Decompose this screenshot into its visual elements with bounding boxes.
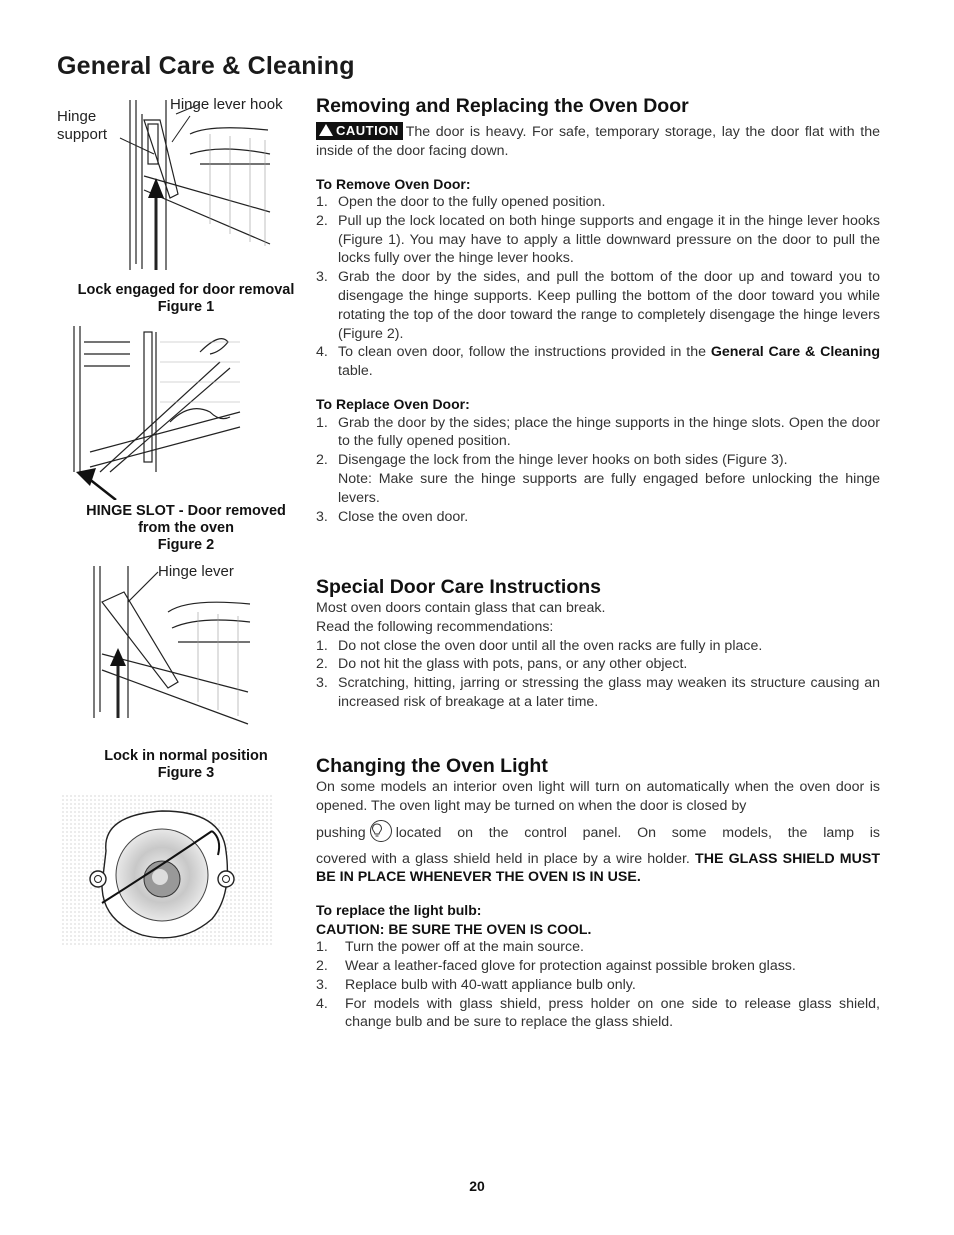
bulb-steps-list: [316, 938, 880, 1032]
caution-badge: CAUTION: [316, 122, 403, 140]
heading-special-door-care: Special Door Care Instructions: [316, 576, 601, 598]
list-item: 3. Close the oven door.: [316, 508, 469, 525]
list-item: 1. Do not close the oven door until all the oven racks are fully in place.: [316, 637, 763, 654]
oven-light-illustration: [62, 795, 272, 945]
list-item: 3. Scratching, hitting, jarring or stressing the glass may weaken its structure causing an increased risk of breakage at a later time.: [316, 675, 880, 710]
fig3-caption-line2: Figure 3: [157, 765, 215, 781]
fig2-caption-line1: HINGE SLOT - Door removed: [86, 503, 286, 519]
list-item: 1. Turn the power off at the main source.: [316, 939, 584, 956]
remove-steps-list: [316, 193, 880, 381]
list-item: 2. Pull up the lock located on both hinge supports and engage it in the hinge lever hooks (Figure 1). You may have to apply a little downward pressure on the door to pull the locks fully over the hinge lever hooks.: [316, 212, 880, 267]
list-item: 3. Replace bulb with 40-watt appliance bulb only.: [316, 976, 636, 993]
light-bulb-icon: [370, 820, 392, 842]
fig1-label-hinge-lever-hook: Hinge lever hook: [170, 96, 283, 113]
fig1-label-hinge-support-line2: support: [57, 126, 108, 143]
figure-3-illustration: [88, 562, 258, 730]
fig2-caption-line3: Figure 2: [157, 537, 215, 553]
page-title: General Care & Cleaning: [57, 52, 355, 80]
list-item: 1. Open the door to the fully opened position.: [316, 194, 606, 211]
caution-paragraph: CAUTION The door is heavy. For safe, temporary storage, lay the door flat with the inside of the door facing down.: [316, 123, 880, 159]
fig3-label-hinge-lever: Hinge lever: [158, 563, 234, 580]
list-item: 4. For models with glass shield, press holder on one side to release glass shield, change bulb and be sure to replace the glass shield.: [316, 995, 880, 1031]
warning-triangle-icon: [319, 124, 333, 136]
fig2-caption-line2: from the oven: [138, 520, 234, 536]
fig1-caption-line2: Figure 1: [157, 299, 215, 315]
replace-steps-list: [316, 414, 880, 527]
light-paragraph-2: pushing located on the control panel. On some models, the lamp is: [316, 822, 880, 844]
heading-to-replace: To Replace Oven Door:: [316, 396, 470, 413]
special-steps-list: [316, 637, 880, 712]
list-item: 2. Wear a leather-faced glove for protection against possible broken glass.: [316, 957, 796, 974]
figure-2-illustration: [70, 322, 245, 500]
figure-1-illustration: [100, 94, 280, 280]
section-oven-light: [316, 754, 880, 1032]
list-item: 1. Grab the door by the sides; place the hinge supports in the hinge slots. Open the door to the fully opened position.: [316, 414, 880, 450]
list-item: 4. To clean oven door, follow the instructions provided in the General Care & Cleaning table.: [316, 344, 880, 380]
fig3-caption-line1: Lock in normal position: [104, 748, 268, 764]
heading-removing-door: Removing and Replacing the Oven Door: [316, 95, 689, 117]
fig1-caption-line1: Lock engaged for door removal: [77, 282, 295, 298]
special-intro-2: Read the following recommendations:: [316, 618, 554, 635]
list-item: 2. Disengage the lock from the hinge lever hooks on both sides (Figure 3). Note: Make sure the hinge supports are fully engaged before unlocking the hinge levers.: [316, 452, 880, 506]
section-removing-door: [316, 94, 880, 526]
list-item: 3. Grab the door by the sides, and pull the bottom of the door up and toward you to disengage the hinge supports. Keep pulling the bottom of the door toward you while rotating the top of the door toward the range to completely disengage the hinge levers (Figure 2).: [316, 269, 880, 342]
fig1-label-hinge-support-line1: Hinge: [57, 108, 97, 125]
heading-caution-cool: CAUTION: BE SURE THE OVEN IS COOL.: [316, 920, 592, 937]
list-item: 2. Do not hit the glass with pots, pans, or any other object.: [316, 656, 688, 673]
replace-note: Note: Make sure the hinge supports are fully engaged before unlocking the hinge levers.: [338, 470, 880, 506]
section-special-door-care: [316, 575, 880, 712]
light-paragraph-3: covered with a glass shield held in place by a wire holder. THE GLASS SHIELD MUST BE IN PLACE WHENEVER THE OVEN IS IN USE.: [316, 850, 880, 886]
heading-replace-bulb: To replace the light bulb:: [316, 902, 482, 919]
page-number: 20: [469, 1178, 485, 1194]
heading-oven-light: Changing the Oven Light: [316, 755, 548, 777]
special-intro-1: Most oven doors contain glass that can break.: [316, 600, 606, 616]
light-paragraph-1: On some models an interior oven light will turn on automatically when the oven door is opened. The oven light may be turned on when the door is closed by: [316, 779, 880, 814]
heading-to-remove: To Remove Oven Door:: [316, 175, 471, 192]
